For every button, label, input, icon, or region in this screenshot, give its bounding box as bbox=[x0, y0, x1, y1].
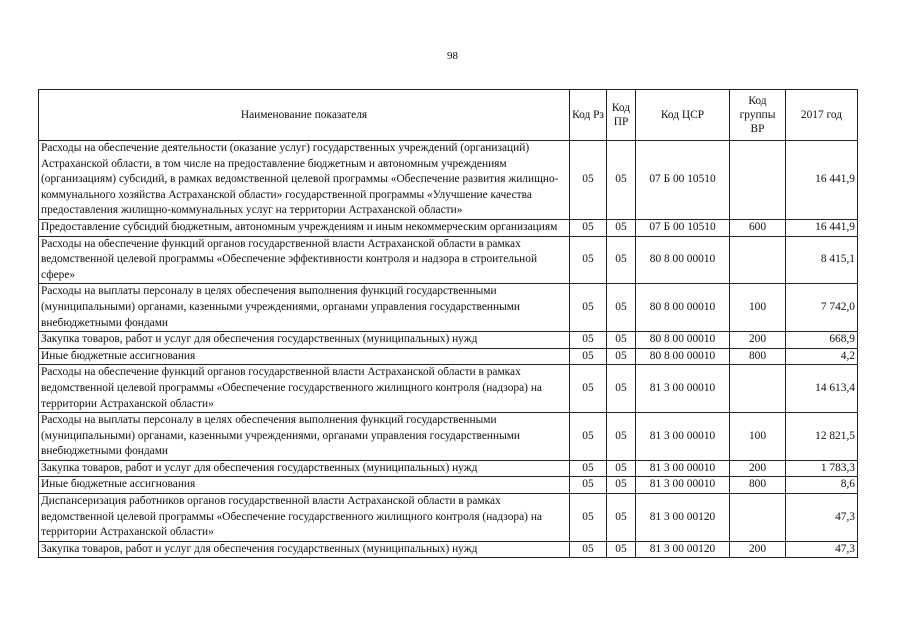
row-vr: 100 bbox=[730, 284, 786, 332]
row-vr: 800 bbox=[730, 477, 786, 494]
table-row bbox=[39, 541, 858, 558]
row-rz: 05 bbox=[570, 477, 607, 494]
row-amount: 1 783,3 bbox=[786, 460, 858, 477]
header-name: Наименование показателя bbox=[39, 90, 570, 141]
row-pr: 05 bbox=[607, 141, 636, 220]
header-pr: Код ПР bbox=[607, 90, 636, 141]
table-row bbox=[39, 365, 858, 413]
row-pr: 05 bbox=[607, 365, 636, 413]
row-amount: 668,9 bbox=[786, 332, 858, 349]
row-amount: 47,3 bbox=[786, 541, 858, 558]
row-rz: 05 bbox=[570, 460, 607, 477]
table-row bbox=[39, 477, 858, 494]
row-csr: 07 Б 00 10510 bbox=[636, 141, 730, 220]
row-pr: 05 bbox=[607, 460, 636, 477]
row-amount: 7 742,0 bbox=[786, 284, 858, 332]
row-amount: 4,2 bbox=[786, 348, 858, 365]
row-vr: 100 bbox=[730, 413, 786, 461]
row-vr bbox=[730, 236, 786, 284]
row-amount: 16 441,9 bbox=[786, 141, 858, 220]
row-vr: 200 bbox=[730, 460, 786, 477]
row-vr: 200 bbox=[730, 541, 786, 558]
row-vr bbox=[730, 365, 786, 413]
row-vr: 600 bbox=[730, 219, 786, 236]
row-name: Расходы на обеспечение функций органов государственной власти Астраханской области в рамках ведомственной целевой программы «Обеспечение эффективности контроля и надзора в строительной сфере» bbox=[39, 236, 570, 284]
row-rz: 05 bbox=[570, 219, 607, 236]
table-row bbox=[39, 413, 858, 461]
table-row bbox=[39, 332, 858, 349]
row-rz: 05 bbox=[570, 332, 607, 349]
row-csr: 80 8 00 00010 bbox=[636, 348, 730, 365]
header-csr: Код ЦСР bbox=[636, 90, 730, 141]
row-name: Закупка товаров, работ и услуг для обеспечения государственных (муниципальных) нужд bbox=[39, 460, 570, 477]
row-name: Иные бюджетные ассигнования bbox=[39, 348, 570, 365]
row-pr: 05 bbox=[607, 236, 636, 284]
row-name: Расходы на обеспечение деятельности (оказание услуг) государственных учреждений (организаций) Астраханской области, в том числе на предоставление бюджетным и автономным учреждениям (организациям) субсидий, в рамках ведомственной целевой программы «Обеспечение развития жилищно-коммунального хозяйства Астраханской области» государственной программы «Улучшение качества предоставления жилищно-коммунальных услуг на территории Астраханской области» bbox=[39, 141, 570, 220]
header-rz: Код Рз bbox=[570, 90, 607, 141]
row-name: Расходы на обеспечение функций органов государственной власти Астраханской области в рамках ведомственной целевой программы «Обеспечение государственного жилищного контроля (надзора) на территории Астраханской области» bbox=[39, 365, 570, 413]
row-csr: 07 Б 00 10510 bbox=[636, 219, 730, 236]
row-amount: 47,3 bbox=[786, 494, 858, 542]
row-rz: 05 bbox=[570, 141, 607, 220]
row-amount: 16 441,9 bbox=[786, 219, 858, 236]
row-name: Предоставление субсидий бюджетным, автономным учреждениям и иным некоммерческим организациям bbox=[39, 219, 570, 236]
row-pr: 05 bbox=[607, 348, 636, 365]
row-csr: 81 3 00 00010 bbox=[636, 477, 730, 494]
table-row bbox=[39, 284, 858, 332]
row-amount: 14 613,4 bbox=[786, 365, 858, 413]
row-csr: 80 8 00 00010 bbox=[636, 332, 730, 349]
table-header-row bbox=[39, 90, 858, 141]
row-pr: 05 bbox=[607, 477, 636, 494]
row-name: Расходы на выплаты персоналу в целях обеспечения выполнения функций государственными (муниципальными) органами, казенными учреждениями, органами управления государственными внебюджетными фондами bbox=[39, 413, 570, 461]
row-rz: 05 bbox=[570, 365, 607, 413]
header-vr: Код группы ВР bbox=[730, 90, 786, 141]
row-csr: 81 3 00 00010 bbox=[636, 365, 730, 413]
row-csr: 81 3 00 00010 bbox=[636, 413, 730, 461]
table-row bbox=[39, 494, 858, 542]
row-name: Закупка товаров, работ и услуг для обеспечения государственных (муниципальных) нужд bbox=[39, 332, 570, 349]
row-rz: 05 bbox=[570, 284, 607, 332]
row-name: Диспансеризация работников органов государственной власти Астраханской области в рамках ведомственной целевой программы «Обеспечение государственного жилищного контроля (надзора) на территории Астраханской области» bbox=[39, 494, 570, 542]
row-pr: 05 bbox=[607, 541, 636, 558]
row-pr: 05 bbox=[607, 332, 636, 349]
row-csr: 81 3 00 00010 bbox=[636, 460, 730, 477]
row-name: Расходы на выплаты персоналу в целях обеспечения выполнения функций государственными (муниципальными) органами, казенными учреждениями, органами управления государственными внебюджетными фондами bbox=[39, 284, 570, 332]
table-row bbox=[39, 141, 858, 220]
row-csr: 80 8 00 00010 bbox=[636, 236, 730, 284]
table-row bbox=[39, 236, 858, 284]
table-row bbox=[39, 460, 858, 477]
row-rz: 05 bbox=[570, 541, 607, 558]
row-amount: 8 415,1 bbox=[786, 236, 858, 284]
row-csr: 81 3 00 00120 bbox=[636, 541, 730, 558]
row-pr: 05 bbox=[607, 284, 636, 332]
row-name: Иные бюджетные ассигнования bbox=[39, 477, 570, 494]
row-csr: 80 8 00 00010 bbox=[636, 284, 730, 332]
row-pr: 05 bbox=[607, 413, 636, 461]
row-vr bbox=[730, 141, 786, 220]
row-rz: 05 bbox=[570, 494, 607, 542]
row-vr: 800 bbox=[730, 348, 786, 365]
budget-table bbox=[38, 89, 858, 558]
row-vr: 200 bbox=[730, 332, 786, 349]
row-rz: 05 bbox=[570, 413, 607, 461]
row-pr: 05 bbox=[607, 219, 636, 236]
table-row bbox=[39, 219, 858, 236]
row-amount: 8,6 bbox=[786, 477, 858, 494]
row-pr: 05 bbox=[607, 494, 636, 542]
row-vr bbox=[730, 494, 786, 542]
row-amount: 12 821,5 bbox=[786, 413, 858, 461]
row-csr: 81 3 00 00120 bbox=[636, 494, 730, 542]
page-number: 98 bbox=[447, 50, 458, 62]
row-rz: 05 bbox=[570, 348, 607, 365]
table-row bbox=[39, 348, 858, 365]
row-rz: 05 bbox=[570, 236, 607, 284]
header-year: 2017 год bbox=[786, 90, 858, 141]
row-name: Закупка товаров, работ и услуг для обеспечения государственных (муниципальных) нужд bbox=[39, 541, 570, 558]
